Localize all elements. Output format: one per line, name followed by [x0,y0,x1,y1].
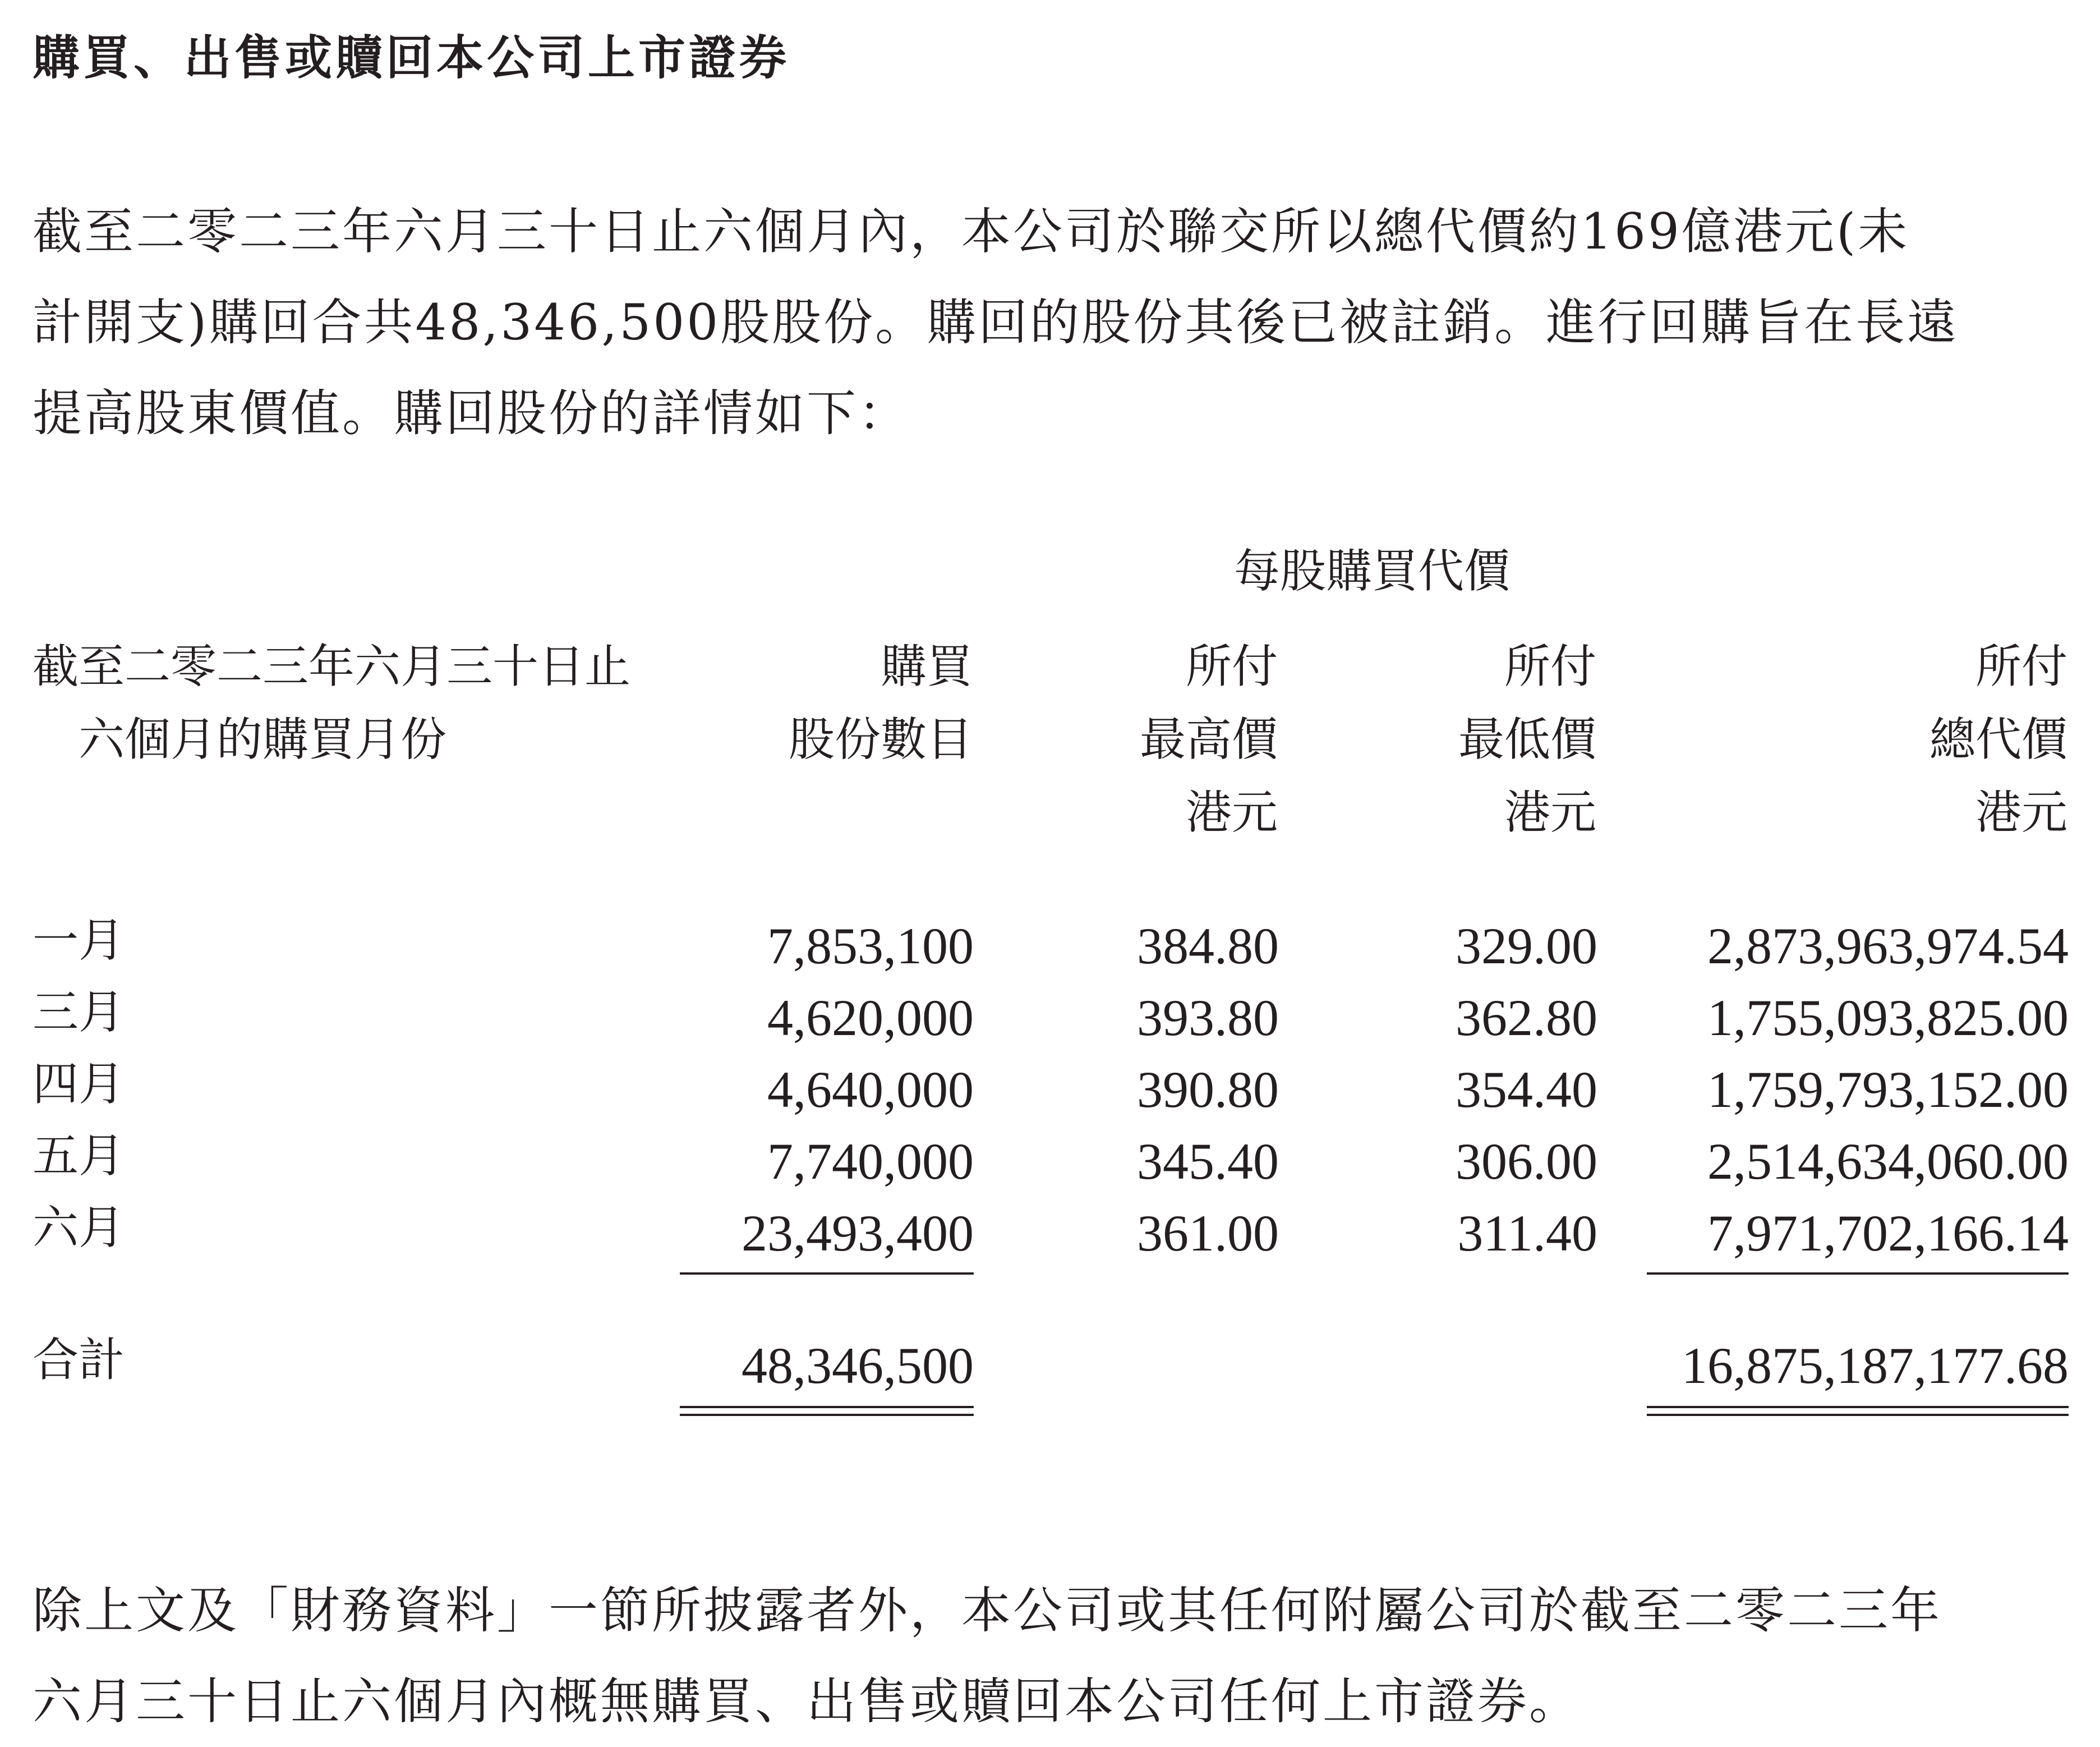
lowest-header-line1: 所付 [1504,640,1596,693]
total-double-rule-total-top [1647,1406,2069,1408]
intro-line: 截至二零二三年六月三十日止六個月內，本公司於聯交所以總代價約169億港元(未 [33,203,1910,260]
row-total: 2,873,963,974.54 [1707,917,2069,974]
row-shares: 4,640,000 [767,1061,974,1118]
total-header-line1: 所付 [1975,640,2067,693]
lowest-header-line3: 港元 [1504,786,1596,839]
total-amount: 16,875,187,177.68 [1682,1337,2069,1394]
total-label: 合計 [33,1334,125,1387]
row-highest: 361.00 [1137,1204,1279,1262]
shares-header-line1: 購買 [880,640,973,693]
row-lowest: 362.80 [1456,989,1597,1046]
total-double-rule-shares-bottom [680,1414,974,1416]
total-double-rule-total-bottom [1647,1414,2069,1416]
row-lowest: 311.40 [1457,1204,1597,1262]
month-header-line2: 六個月的購買月份 [79,713,447,766]
row-highest: 384.80 [1137,917,1279,974]
highest-header-line2: 最高價 [1139,713,1278,766]
total-header-line2: 總代價 [1929,713,2067,766]
row-shares: 4,620,000 [767,989,974,1046]
row-lowest: 306.00 [1456,1133,1597,1190]
row-month: 六月 [33,1201,125,1254]
subtotal-rule-total [1647,1272,2069,1275]
row-lowest: 329.00 [1456,917,1597,974]
row-month: 一月 [33,914,125,967]
row-highest: 393.80 [1137,989,1279,1046]
row-shares: 7,853,100 [767,917,974,974]
highest-header-line1: 所付 [1185,640,1278,693]
row-total: 7,971,702,166.14 [1707,1204,2069,1262]
month-header-line1: 截至二零二三年六月三十日止 [33,640,631,693]
row-lowest: 354.40 [1456,1061,1597,1118]
group-header: 每股購買代價 [1234,545,1510,598]
row-total: 1,755,093,825.00 [1707,989,2069,1046]
row-shares: 7,740,000 [767,1133,974,1190]
row-shares: 23,493,400 [742,1204,974,1262]
section-heading: 購買、出售或贖回本公司上市證券 [33,30,790,85]
row-total: 2,514,634,060.00 [1707,1133,2069,1190]
total-shares: 48,346,500 [742,1337,974,1394]
subtotal-rule-shares [680,1272,974,1275]
highest-header-line3: 港元 [1185,786,1278,839]
closing-paragraph [33,1565,2074,1747]
closing-line: 除上文及「財務資料」一節所披露者外，本公司或其任何附屬公司於截至二零二三年 [33,1582,1942,1639]
row-month: 五月 [33,1129,125,1183]
intro-line: 計開支)購回合共48,346,500股股份。購回的股份其後已被註銷。進行回購旨在長遠 [33,293,1959,351]
shares-header-line2: 股份數目 [788,713,973,766]
lowest-header-line2: 最低價 [1458,713,1596,766]
row-highest: 390.80 [1137,1061,1279,1118]
row-month: 三月 [33,986,125,1039]
total-double-rule-shares-top [680,1406,974,1408]
row-total: 1,759,793,152.00 [1707,1061,2069,1118]
intro-line: 提高股東價值。購回股份的詳情如下： [33,384,910,442]
row-month: 四月 [33,1058,125,1111]
closing-line: 六月三十日止六個月內概無購買、出售或贖回本公司任何上市證券。 [33,1672,1581,1730]
intro-paragraph [33,186,2074,459]
total-header-line3: 港元 [1975,786,2067,839]
row-highest: 345.40 [1137,1133,1279,1190]
